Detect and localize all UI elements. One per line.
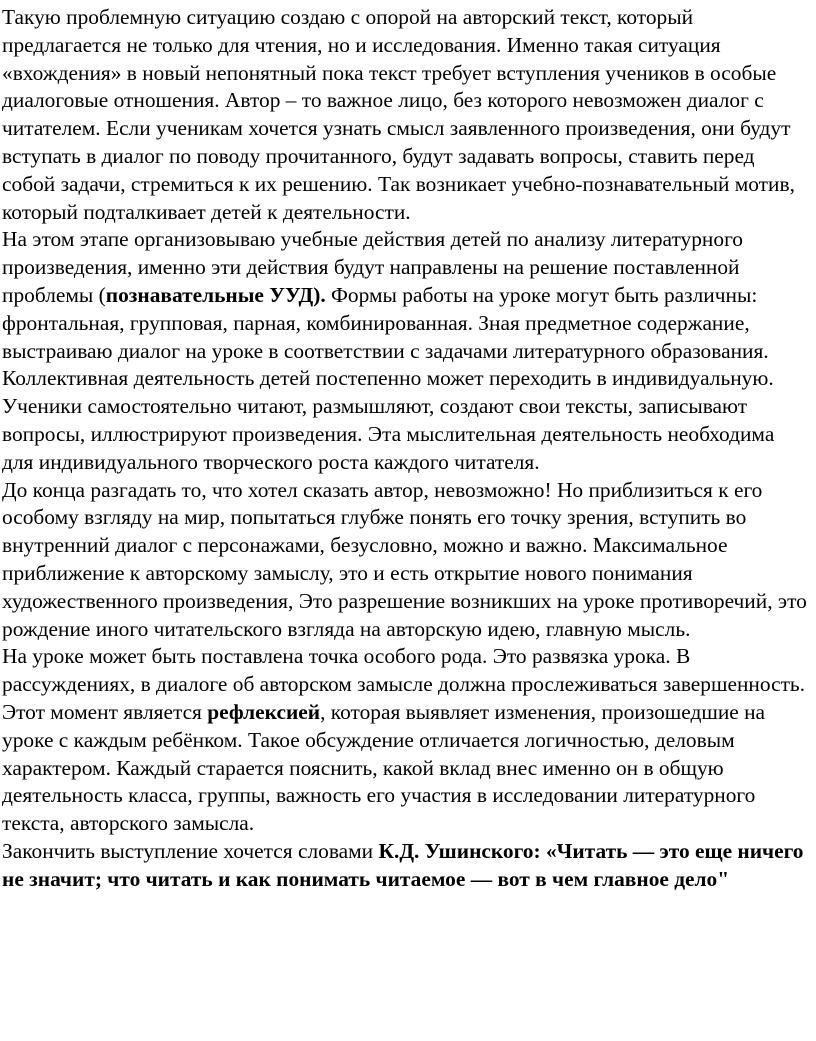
emphasis-reflection: рефлексией bbox=[207, 699, 321, 724]
paragraph-text-before: Закончить выступление хочется словами bbox=[2, 838, 379, 863]
paragraph-text-before: На этом этапе организовываю учебные действия детей по анализу литературного произведения, именно эти действия будут направлены на решение поставленной проблемы ( bbox=[2, 227, 744, 307]
paragraph-text: До конца разгадать то, что хотел сказать автор, невозможно! Но приблизиться к его особому взгляду на мир, попытаться глубже понять его точку зрения, вступить во внутренний диалог с персонажами, безусловно, можно и важно. Максимальное приближение к авторскому замыслу, это и есть открытие нового понимания художественного произведения, Это разрешение возникших на уроке противоречий, это рождение иного читательского взгляда на авторскую идею, главную мысль. bbox=[2, 477, 807, 641]
paragraph-author-intent bbox=[2, 477, 810, 644]
paragraph-conclusion-quote bbox=[2, 838, 810, 894]
emphasis-ushinsky-quote: К.Д. Ушинского: «Читать — это еще ничего не значит; что читать и как понимать читаемое — вот в чем главное дело" bbox=[2, 838, 804, 891]
paragraph-text-after: , которая выявляет изменения, произошедшие на уроке с каждым ребёнком. Такое обсуждение отличается логичностью, деловым характером. Каждый старается пояснить, какой вклад внес именно он в общую деятельность класса, группы, важность его участия в исследовании литературного текста, авторского замысла. bbox=[2, 699, 766, 836]
emphasis-cognitive-uud: познавательные УУД). bbox=[105, 282, 326, 307]
paragraph-learning-actions bbox=[2, 226, 810, 476]
paragraph-problem-situation bbox=[2, 4, 810, 226]
paragraph-reflection bbox=[2, 643, 810, 838]
paragraph-text: Такую проблемную ситуацию создаю с опорой на авторский текст, который предлагается не только для чтения, но и исследования. Именно такая ситуация «вхождения» в новый непонятный пока текст требует вступления учеников в особые диалоговые отношения. Автор – то важное лицо, без которого невозможен диалог с читателем. Если ученикам хочется узнать смысл заявленного произведения, они будут вступать в диалог по поводу прочитанного, будут задавать вопросы, ставить перед собой задачи, стремиться к их решению. Так возникает учебно-познавательный мотив, который подталкивает детей к деятельности. bbox=[2, 5, 795, 224]
paragraph-text-after: Формы работы на уроке могут быть различны: фронтальная, групповая, парная, комбинированная. Зная предметное содержание, выстраиваю диалог на уроке в соответствии с задачами литературного образования. Коллективная деятельность детей постепенно может переходить в индивидуальную. Ученики самостоятельно читают, размышляют, создают свои тексты, записывают вопросы, иллюстрируют произведения. Эта мыслительная деятельность необходима для индивидуального творческого роста каждого читателя. bbox=[2, 282, 775, 474]
paragraph-text-before: На уроке может быть поставлена точка особого рода. Это развязка урока. В рассуждениях, в диалоге об авторском замысле должна прослеживаться завершенность. Этот момент является bbox=[2, 644, 806, 724]
